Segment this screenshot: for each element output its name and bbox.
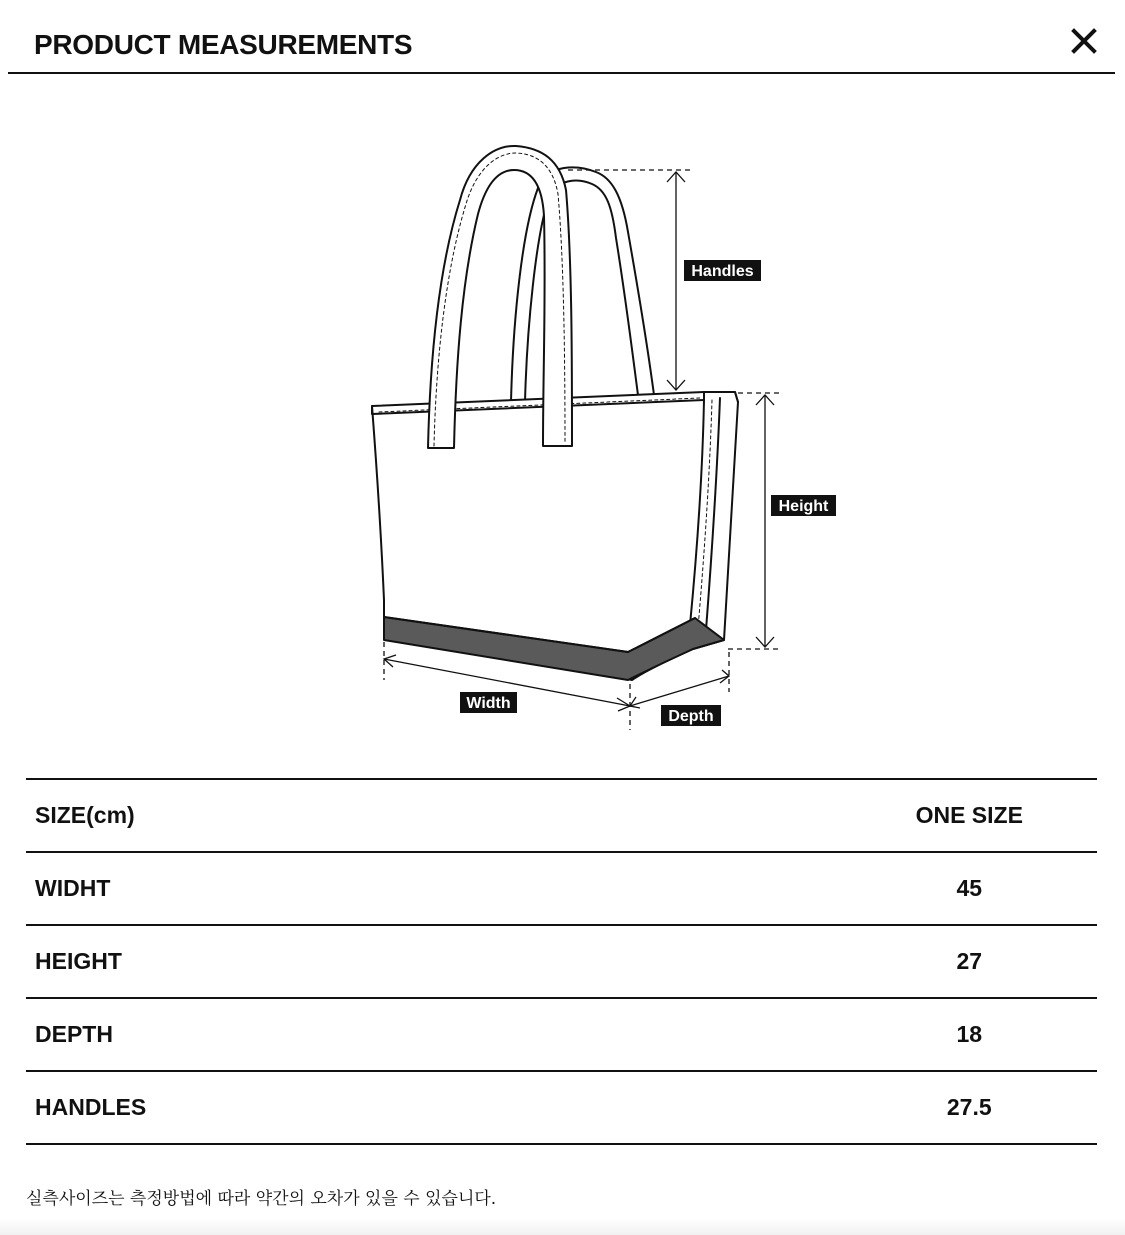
close-button[interactable] — [1069, 26, 1099, 56]
label-depth-text: Depth — [668, 708, 714, 725]
measurement-label: HANDLES — [26, 1071, 562, 1144]
tote-bag-illustration — [372, 146, 738, 680]
label-depth — [661, 705, 721, 726]
table-header-row — [26, 779, 1097, 852]
table-row — [26, 998, 1097, 1071]
label-height-text: Height — [778, 498, 829, 515]
dialog-title: PRODUCT MEASUREMENTS — [34, 29, 413, 60]
size-unit-header: SIZE(cm) — [26, 779, 562, 852]
table-row — [26, 925, 1097, 998]
label-handles-text: Handles — [691, 263, 754, 280]
close-icon[interactable] — [1069, 26, 1099, 56]
measurement-label: DEPTH — [26, 998, 562, 1071]
measurement-value: 18 — [562, 998, 1098, 1071]
measurement-disclaimer: 실측사이즈는 측정방법에 따라 약간의 오차가 있을 수 있습니다. — [26, 1189, 497, 1209]
bag-measurement-diagram — [0, 80, 1125, 760]
measurement-label: HEIGHT — [26, 925, 562, 998]
label-width — [460, 692, 517, 713]
size-table — [26, 778, 1097, 1145]
label-handles — [684, 260, 761, 281]
table-row — [26, 1071, 1097, 1144]
bottom-fade — [0, 1218, 1125, 1235]
table-row — [26, 852, 1097, 925]
measurement-label: WIDHT — [26, 852, 562, 925]
label-width-text: Width — [466, 695, 511, 712]
one-size-header: ONE SIZE — [562, 779, 1098, 852]
measurement-value: 27.5 — [562, 1071, 1098, 1144]
label-height — [771, 495, 836, 516]
measurement-value: 45 — [562, 852, 1098, 925]
dialog-header — [8, 0, 1115, 74]
measurement-value: 27 — [562, 925, 1098, 998]
